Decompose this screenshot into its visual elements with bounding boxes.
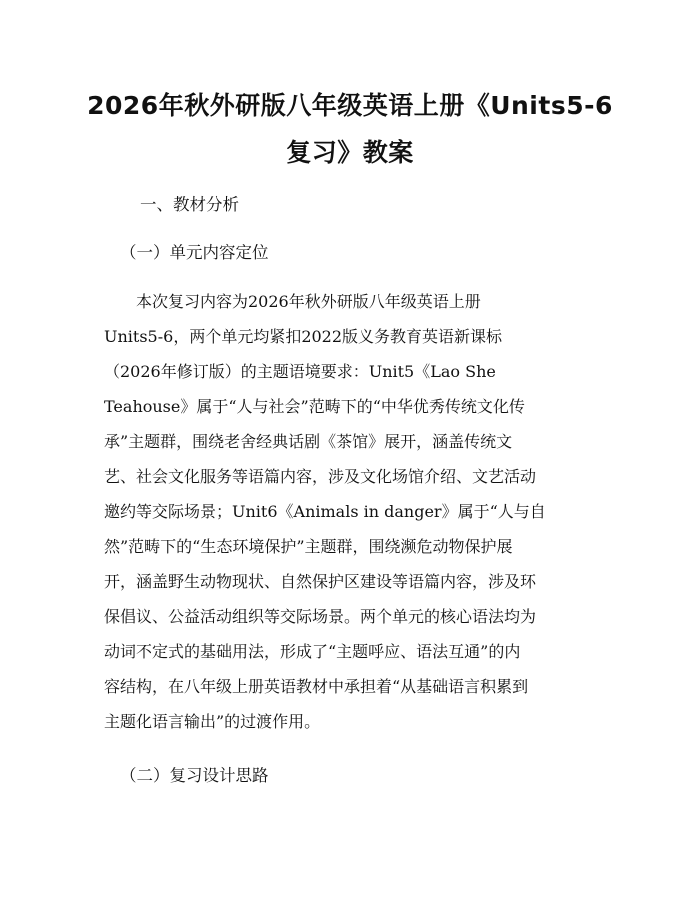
paragraph-line: 动词不定式的基础用法，形成了“主题呼应、语法互通”的内	[104, 642, 521, 661]
paragraph-line: 保倡议、公益活动组织等交际场景。两个单元的核心语法均为	[104, 607, 537, 626]
paragraph-line: Teahouse》属于“人与社会”范畴下的“中华优秀传统文化传	[104, 397, 525, 416]
document-title-line1: 2026年秋外研版八年级英语上册《Units5-6	[87, 91, 613, 120]
paragraph-line: 本次复习内容为2026年秋外研版八年级英语上册	[104, 292, 481, 311]
paragraph-line: 开，涵盖野生动物现状、自然保护区建设等语篇内容，涉及环	[104, 572, 537, 591]
section-heading-teaching-material-analysis: 一、教材分析	[140, 195, 239, 214]
paragraph-line: （2026年修订版）的主题语境要求：Unit5《Lao She	[104, 362, 496, 381]
document-title-line2: 复习》教案	[286, 138, 414, 167]
paragraph-line: 艺、社会文化服务等语篇内容，涉及文化场馆介绍、文艺活动	[104, 467, 537, 486]
paragraph-line: 主题化语言输出”的过渡作用。	[104, 712, 321, 731]
subsection-heading-unit-content: （一）单元内容定位	[120, 243, 269, 262]
paragraph-line: Units5-6，两个单元均紧扣2022版义务教育英语新课标	[104, 327, 503, 346]
subsection-heading-review-design: （二）复习设计思路	[120, 766, 269, 785]
paragraph-line: 承”主题群，围绕老舍经典话剧《茶馆》展开，涵盖传统文	[104, 432, 513, 451]
paragraph-line: 然”范畴下的“生态环境保护”主题群，围绕濒危动物保护展	[104, 537, 513, 556]
paragraph-line: 容结构，在八年级上册英语教材中承担着“从基础语言积累到	[104, 677, 529, 696]
paragraph-line: 邀约等交际场景；Unit6《Animals in danger》属于“人与自	[104, 502, 546, 521]
